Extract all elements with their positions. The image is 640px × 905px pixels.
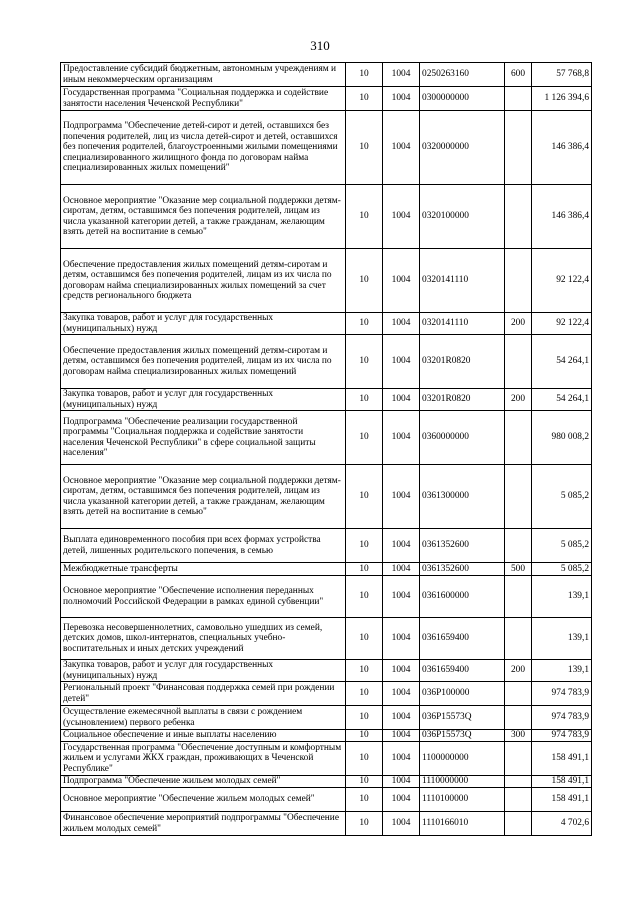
expense-type-code — [505, 335, 532, 389]
target-article-code: 03201R0820 — [420, 389, 505, 411]
expense-type-code — [505, 618, 532, 660]
expense-type-code — [505, 111, 532, 185]
subsection-code: 1004 — [383, 660, 420, 682]
subsection-code: 1004 — [383, 185, 420, 249]
target-article-code: 0250263160 — [420, 63, 505, 87]
subsection-code: 1004 — [383, 411, 420, 465]
amount: 980 008,2 — [532, 411, 592, 465]
item-name: Региональный проект "Финансовая поддержка семей при рождении детей" — [61, 682, 346, 706]
target-article-code: 036P100000 — [420, 682, 505, 706]
table-row — [61, 529, 592, 563]
item-name: Обеспечение предоставления жилых помещений детям-сиротам и детям, оставшимся без попечения родителей, лицам из их числа по договорам найма специализированных жилых помещений за счет средств регионального бюджета — [61, 249, 346, 313]
target-article-code: 0320141110 — [420, 313, 505, 335]
section-code: 10 — [346, 389, 383, 411]
table-row — [61, 660, 592, 682]
subsection-code: 1004 — [383, 730, 420, 742]
item-name: Основное мероприятие "Обеспечение жильем молодых семей" — [61, 788, 346, 812]
amount: 54 264,1 — [532, 335, 592, 389]
target-article-code: 0361352600 — [420, 529, 505, 563]
expense-type-code: 500 — [505, 563, 532, 576]
item-name: Выплата единовременного пособия при всех формах устройства детей, лишенных родительского попечения, в семью — [61, 529, 346, 563]
section-code: 10 — [346, 465, 383, 529]
amount: 158 491,1 — [532, 742, 592, 776]
target-article-code: 1110000000 — [420, 776, 505, 788]
section-code: 10 — [346, 660, 383, 682]
subsection-code: 1004 — [383, 563, 420, 576]
target-article-code: 0360000000 — [420, 411, 505, 465]
expense-type-code — [505, 185, 532, 249]
table-row — [61, 411, 592, 465]
subsection-code: 1004 — [383, 576, 420, 618]
amount: 974 783,9 — [532, 730, 592, 742]
item-name: Межбюджетные трансферты — [61, 563, 346, 576]
expense-type-code — [505, 788, 532, 812]
table-row — [61, 185, 592, 249]
item-name: Предоставление субсидий бюджетным, автономным учреждениям и иным некоммерческим организациям — [61, 63, 346, 87]
expense-type-code: 200 — [505, 660, 532, 682]
table-row — [61, 563, 592, 576]
subsection-code: 1004 — [383, 87, 420, 111]
amount: 5 085,2 — [532, 465, 592, 529]
expense-type-code — [505, 742, 532, 776]
target-article-code: 0361659400 — [420, 660, 505, 682]
target-article-code: 036P15573Q — [420, 730, 505, 742]
section-code: 10 — [346, 742, 383, 776]
amount: 158 491,1 — [532, 788, 592, 812]
item-name: Финансовое обеспечение мероприятий подпрограммы "Обеспечение жильем молодых семей" — [61, 812, 346, 836]
section-code: 10 — [346, 730, 383, 742]
section-code: 10 — [346, 111, 383, 185]
budget-table — [60, 62, 592, 836]
amount: 1 126 394,6 — [532, 87, 592, 111]
subsection-code: 1004 — [383, 706, 420, 730]
section-code: 10 — [346, 563, 383, 576]
item-name: Основное мероприятие "Оказание мер социальной поддержки детям-сиротам, детям, оставшимся без попечения родителей, лицам из числа указанной категории детей, а также гражданам, желающим взять детей на воспитание в семью" — [61, 465, 346, 529]
amount: 146 386,4 — [532, 185, 592, 249]
section-code: 10 — [346, 788, 383, 812]
target-article-code: 1110166010 — [420, 812, 505, 836]
section-code: 10 — [346, 618, 383, 660]
section-code: 10 — [346, 313, 383, 335]
subsection-code: 1004 — [383, 465, 420, 529]
subsection-code: 1004 — [383, 788, 420, 812]
table-row — [61, 313, 592, 335]
table-row — [61, 465, 592, 529]
table-row — [61, 249, 592, 313]
expense-type-code: 600 — [505, 63, 532, 87]
expense-type-code: 200 — [505, 313, 532, 335]
expense-type-code — [505, 87, 532, 111]
table-row — [61, 812, 592, 836]
table-row — [61, 576, 592, 618]
expense-type-code — [505, 249, 532, 313]
budget-table-body — [61, 63, 592, 836]
table-row — [61, 730, 592, 742]
subsection-code: 1004 — [383, 529, 420, 563]
item-name: Государственная программа "Обеспечение доступным и комфортным жильем и услугами ЖКХ граждан, проживающих в Чеченской Республике" — [61, 742, 346, 776]
item-name: Перевозка несовершеннолетних, самовольно ушедших из семей, детских домов, школ-интернатов, специальных учебно-воспитательных и иных детских учреждений — [61, 618, 346, 660]
item-name: Закупка товаров, работ и услуг для государственных (муниципальных) нужд — [61, 660, 346, 682]
target-article-code: 0361352600 — [420, 563, 505, 576]
target-article-code: 03201R0820 — [420, 335, 505, 389]
subsection-code: 1004 — [383, 742, 420, 776]
section-code: 10 — [346, 776, 383, 788]
subsection-code: 1004 — [383, 249, 420, 313]
amount: 5 085,2 — [532, 563, 592, 576]
amount: 146 386,4 — [532, 111, 592, 185]
expense-type-code — [505, 706, 532, 730]
amount: 139,1 — [532, 660, 592, 682]
target-article-code: 0320141110 — [420, 249, 505, 313]
section-code: 10 — [346, 335, 383, 389]
item-name: Обеспечение предоставления жилых помещений детям-сиротам и детям, оставшимся без попечения родителей, лицам из их числа по договорам найма специализированных жилых помещений — [61, 335, 346, 389]
item-name: Основное мероприятие "Оказание мер социальной поддержки детям-сиротам, детям, оставшимся без попечения родителей, лицам из числа указанной категории детей, а также гражданам, желающим взять детей на воспитание в семью" — [61, 185, 346, 249]
item-name: Закупка товаров, работ и услуг для государственных (муниципальных) нужд — [61, 313, 346, 335]
subsection-code: 1004 — [383, 682, 420, 706]
subsection-code: 1004 — [383, 618, 420, 660]
section-code: 10 — [346, 411, 383, 465]
target-article-code: 0361600000 — [420, 576, 505, 618]
target-article-code: 0361300000 — [420, 465, 505, 529]
table-row — [61, 389, 592, 411]
section-code: 10 — [346, 706, 383, 730]
item-name: Социальное обеспечение и иные выплаты населению — [61, 730, 346, 742]
amount: 5 085,2 — [532, 529, 592, 563]
section-code: 10 — [346, 529, 383, 563]
expense-type-code — [505, 529, 532, 563]
subsection-code: 1004 — [383, 776, 420, 788]
amount: 974 783,9 — [532, 706, 592, 730]
amount: 974 783,9 — [532, 682, 592, 706]
target-article-code: 0361659400 — [420, 618, 505, 660]
table-row — [61, 618, 592, 660]
table-row — [61, 335, 592, 389]
target-article-code: 1100000000 — [420, 742, 505, 776]
expense-type-code — [505, 576, 532, 618]
expense-type-code — [505, 776, 532, 788]
table-row — [61, 111, 592, 185]
expense-type-code: 300 — [505, 730, 532, 742]
amount: 92 122,4 — [532, 313, 592, 335]
subsection-code: 1004 — [383, 335, 420, 389]
target-article-code: 0320000000 — [420, 111, 505, 185]
section-code: 10 — [346, 249, 383, 313]
amount: 158 491,1 — [532, 776, 592, 788]
subsection-code: 1004 — [383, 812, 420, 836]
section-code: 10 — [346, 576, 383, 618]
amount: 92 122,4 — [532, 249, 592, 313]
amount: 57 768,8 — [532, 63, 592, 87]
expense-type-code — [505, 812, 532, 836]
table-row — [61, 788, 592, 812]
subsection-code: 1004 — [383, 313, 420, 335]
amount: 139,1 — [532, 576, 592, 618]
expense-type-code — [505, 411, 532, 465]
page-number: 310 — [310, 38, 330, 53]
item-name: Осуществление ежемесячной выплаты в связи с рождением (усыновлением) первого ребенка — [61, 706, 346, 730]
table-row — [61, 706, 592, 730]
section-code: 10 — [346, 682, 383, 706]
item-name: Закупка товаров, работ и услуг для государственных (муниципальных) нужд — [61, 389, 346, 411]
table-row — [61, 742, 592, 776]
amount: 139,1 — [532, 618, 592, 660]
expense-type-code — [505, 682, 532, 706]
subsection-code: 1004 — [383, 63, 420, 87]
item-name: Подпрограмма "Обеспечение реализации государственной программы "Социальная поддержка и содействие занятости населения Чеченской Республики" в сфере социальной защиты населения" — [61, 411, 346, 465]
item-name: Государственная программа "Социальная поддержка и содействие занятости населения Чеченской Республики" — [61, 87, 346, 111]
section-code: 10 — [346, 812, 383, 836]
item-name: Основное мероприятие "Обеспечение исполнения переданных полномочий Российской Федерации в рамках единой субвенции" — [61, 576, 346, 618]
target-article-code: 036P15573Q — [420, 706, 505, 730]
target-article-code: 0320100000 — [420, 185, 505, 249]
table-row — [61, 63, 592, 87]
table-row — [61, 682, 592, 706]
section-code: 10 — [346, 63, 383, 87]
amount: 4 702,6 — [532, 812, 592, 836]
amount: 54 264,1 — [532, 389, 592, 411]
subsection-code: 1004 — [383, 389, 420, 411]
table-row — [61, 87, 592, 111]
section-code: 10 — [346, 185, 383, 249]
subsection-code: 1004 — [383, 111, 420, 185]
item-name: Подпрограмма "Обеспечение жильем молодых семей" — [61, 776, 346, 788]
item-name: Подпрограмма "Обеспечение детей-сирот и детей, оставшихся без попечения родителей, лиц из числа детей-сирот и детей, оставшихся без попечения родителей, благоустроенными жилыми помещениями специализированного жилищного фонда по договорам найма специализированных жилых помещений" — [61, 111, 346, 185]
target-article-code: 0300000000 — [420, 87, 505, 111]
expense-type-code: 200 — [505, 389, 532, 411]
section-code: 10 — [346, 87, 383, 111]
expense-type-code — [505, 465, 532, 529]
target-article-code: 1110100000 — [420, 788, 505, 812]
table-row — [61, 776, 592, 788]
